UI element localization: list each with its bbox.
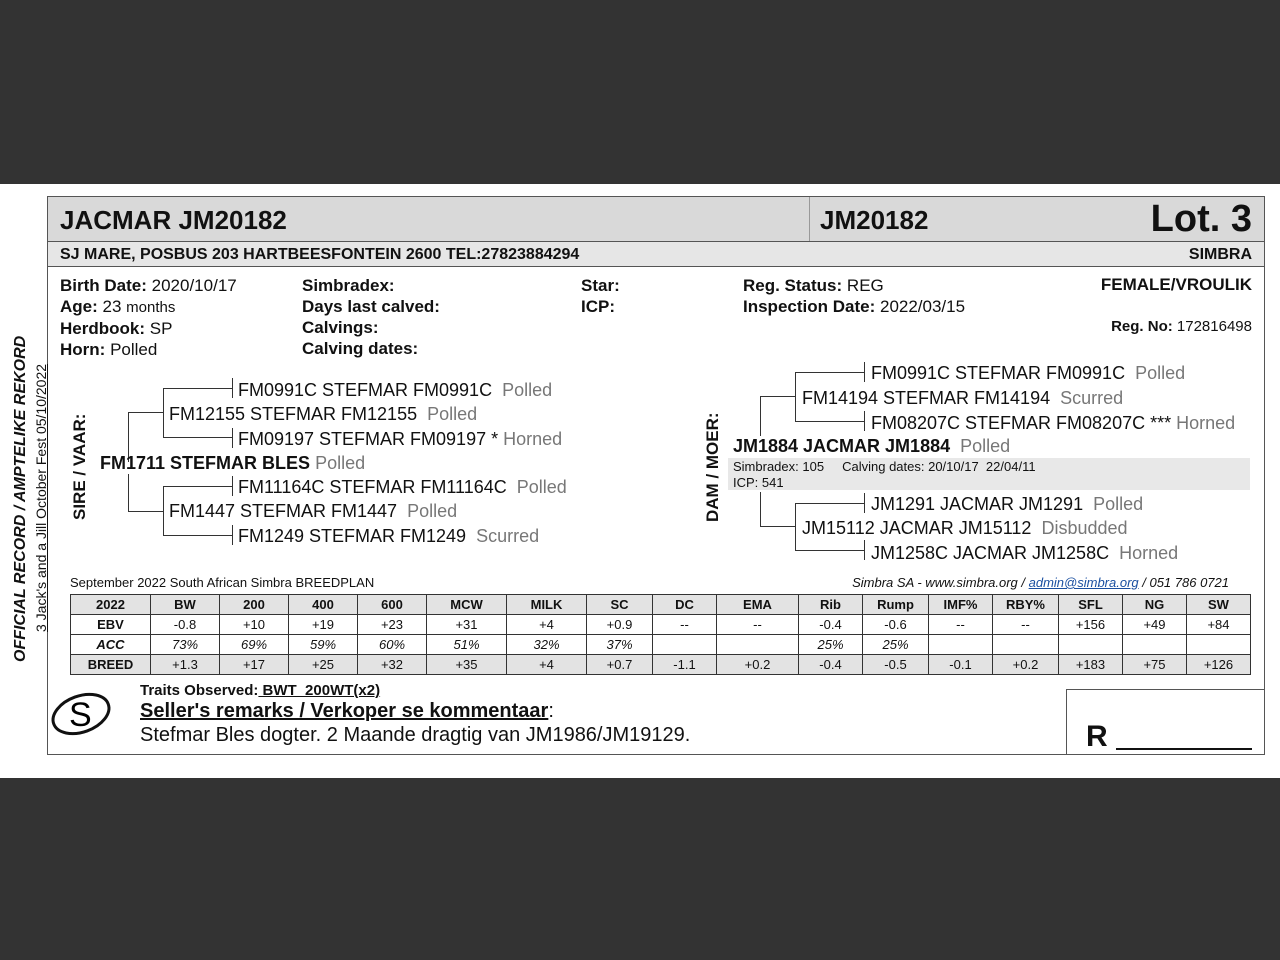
calvings-label: Calvings:	[302, 318, 379, 337]
dam-side-label: DAM / MOER:	[703, 412, 722, 522]
sire-ggd1-horn: Horned	[503, 429, 563, 449]
dam-ggs2-name: JM1291 JACMAR JM1291	[871, 494, 1084, 514]
value-cell: 37%	[587, 635, 653, 655]
value-cell: 25%	[799, 635, 863, 655]
value-cell: +183	[1059, 655, 1123, 675]
value-cell	[993, 635, 1059, 655]
value-cell	[929, 635, 993, 655]
dam-gd1-horn: Disbudded	[1041, 518, 1128, 538]
header-cell: IMF%	[929, 595, 993, 615]
header-cell: Rib	[799, 595, 863, 615]
value-cell	[1123, 635, 1187, 655]
sire-ggd1-name: FM09197 STEFMAR FM09197 *	[238, 429, 499, 449]
days-last-calved-label: Days last calved:	[302, 297, 440, 316]
sire-horn: Polled	[315, 453, 366, 473]
herdbook-label: Herdbook:	[60, 319, 145, 338]
reg-no-label: Reg. No:	[1111, 318, 1173, 335]
value-cell: +0.2	[717, 655, 799, 675]
seller-remarks-heading	[140, 700, 554, 723]
sire-gd1-horn: Polled	[407, 501, 458, 521]
value-cell: +1.3	[151, 655, 220, 675]
header-cell: 600	[358, 595, 427, 615]
price-box-top	[1066, 689, 1265, 690]
value-cell: +0.7	[587, 655, 653, 675]
value-cell: +156	[1059, 615, 1123, 635]
reg-no-value: 172816498	[1176, 318, 1252, 335]
dam-info-2: ICP: 541	[733, 475, 784, 490]
sire	[100, 453, 365, 474]
value-cell: -0.1	[929, 655, 993, 675]
value-cell: +4	[507, 615, 587, 635]
animal-name: JACMAR JM20182	[60, 205, 287, 235]
header-cell: SFL	[1059, 595, 1123, 615]
traits-value: BWT 200WT(x2)	[258, 682, 381, 699]
contact-email-link[interactable]: admin@simbra.org	[1028, 575, 1139, 590]
breedplan-header-row	[71, 595, 1251, 615]
breed: SIMBRA	[1188, 246, 1252, 263]
dam-ggd1-name: FM08207C STEFMAR FM08207C ***	[871, 413, 1172, 433]
price-label: R	[1086, 720, 1108, 753]
sire-gs1	[169, 404, 477, 425]
traits-label: Traits Observed:	[140, 682, 259, 699]
details-col-3	[581, 275, 620, 317]
age-value: 23	[102, 297, 122, 316]
inspection-value: 2022/03/15	[879, 297, 966, 316]
sire-gd1	[169, 501, 457, 522]
birth-label: Birth Date:	[60, 276, 147, 295]
value-cell: +126	[1187, 655, 1251, 675]
horn-value: Polled	[110, 340, 158, 359]
value-cell: +25	[289, 655, 358, 675]
header-cell: SW	[1187, 595, 1251, 615]
value-cell: -1.1	[653, 655, 717, 675]
breedplan-contact	[852, 575, 1229, 590]
inspection-label: Inspection Date:	[743, 297, 876, 316]
contact-suffix: / 051 786 0721	[1138, 575, 1229, 590]
header-cell: 200	[220, 595, 289, 615]
simbra-logo	[48, 684, 114, 744]
header-cell: BW	[151, 595, 220, 615]
reg-status-value: REG	[846, 276, 884, 295]
horn-label: Horn:	[60, 340, 106, 359]
value-cell: --	[993, 615, 1059, 635]
sire-ggs1-horn: Polled	[502, 380, 553, 400]
dam-gd1-name: JM15112 JACMAR JM15112	[802, 518, 1032, 538]
breed-row	[71, 655, 1251, 675]
dam-ggs2-horn: Polled	[1093, 494, 1144, 514]
value-cell: BREED	[71, 655, 151, 675]
dam-gd1	[802, 518, 1128, 539]
value-cell: -0.4	[799, 655, 863, 675]
dam-ggd1	[871, 413, 1235, 434]
breedplan-caption: September 2022 South African Simbra BREEDPLAN	[70, 575, 375, 590]
dam-ggs1	[871, 363, 1185, 384]
contact-prefix: Simbra SA - www.simbra.org /	[852, 575, 1029, 590]
details-col-4	[743, 275, 965, 317]
sire-ggs2-name: FM11164C STEFMAR FM11164C	[238, 477, 507, 497]
header-cell: 400	[289, 595, 358, 615]
header-cell: Rump	[863, 595, 929, 615]
header-cell: MCW	[427, 595, 507, 615]
value-cell: --	[717, 615, 799, 635]
herdbook-value: SP	[149, 319, 173, 338]
sire-side-label: SIRE / VAAR:	[70, 413, 89, 520]
value-cell: +4	[507, 655, 587, 675]
price-box-divider	[1066, 689, 1067, 755]
ebv-row	[71, 615, 1251, 635]
age-unit: months	[126, 299, 176, 316]
value-cell: 59%	[289, 635, 358, 655]
calving-dates-label: Calving dates:	[302, 339, 419, 358]
value-cell	[717, 635, 799, 655]
birth-value: 2020/10/17	[151, 276, 237, 295]
dam-ggs2	[871, 494, 1143, 515]
acc-row	[71, 635, 1251, 655]
seller-remarks-label: Seller's remarks / Verkoper se kommentaar	[140, 700, 549, 722]
dam-gs1	[802, 388, 1123, 409]
dam-ggd2	[871, 543, 1178, 564]
value-cell: +0.2	[993, 655, 1059, 675]
reg-status-label: Reg. Status:	[743, 276, 843, 295]
price-input-line[interactable]	[1116, 748, 1252, 750]
sire-gs1-name: FM12155 STEFMAR FM12155	[169, 404, 418, 424]
breedplan-table	[70, 594, 1251, 675]
dam-gs1-name: FM14194 STEFMAR FM14194	[802, 388, 1051, 408]
value-cell: --	[929, 615, 993, 635]
value-cell: +32	[358, 655, 427, 675]
dam-ggd2-horn: Horned	[1119, 543, 1179, 563]
traits-observed	[140, 682, 380, 699]
event-label: 3 Jack's and a Jill October Fest 05/10/2022	[33, 363, 49, 632]
value-cell: +0.9	[587, 615, 653, 635]
sire-ggs1	[238, 380, 552, 401]
value-cell: +31	[427, 615, 507, 635]
sire-ggd1	[238, 429, 562, 450]
sire-ggs2	[238, 477, 567, 498]
sire-name: FM1711 STEFMAR BLES	[100, 453, 311, 473]
header-cell: RBY%	[993, 595, 1059, 615]
value-cell: 60%	[358, 635, 427, 655]
sire-ggd2-horn: Scurred	[476, 526, 540, 546]
sire-ggd2-name: FM1249 STEFMAR FM1249	[238, 526, 467, 546]
value-cell	[1059, 635, 1123, 655]
dam-info-1: Simbradex: 105 Calving dates: 20/10/17 22/04/11	[733, 459, 1036, 474]
age-label: Age:	[60, 297, 98, 316]
value-cell: 73%	[151, 635, 220, 655]
dam-ggd2-name: JM1258C JACMAR JM1258C	[871, 543, 1110, 563]
sire-ggs2-horn: Polled	[516, 477, 567, 497]
value-cell: +49	[1123, 615, 1187, 635]
logo-letter: S	[69, 696, 92, 734]
animal-id: JM20182	[820, 205, 929, 235]
value-cell: +17	[220, 655, 289, 675]
header-cell: NG	[1123, 595, 1187, 615]
seller-remarks-text: Stefmar Bles dogter. 2 Maande dragtig van JM1986/JM19129.	[140, 724, 691, 746]
sire-ggd2	[238, 526, 539, 547]
simbradex-label: Simbradex:	[302, 276, 395, 295]
sire-gs1-horn: Polled	[427, 404, 478, 424]
value-cell: +23	[358, 615, 427, 635]
seller-remarks-colon: :	[548, 700, 554, 722]
value-cell: 69%	[220, 635, 289, 655]
dam	[733, 436, 1010, 457]
sire-gd1-name: FM1447 STEFMAR FM1447	[169, 501, 398, 521]
value-cell: +75	[1123, 655, 1187, 675]
star-label: Star:	[581, 276, 620, 295]
dam-horn: Polled	[960, 436, 1011, 456]
value-cell: 32%	[507, 635, 587, 655]
value-cell: +35	[427, 655, 507, 675]
details-col-1	[60, 275, 237, 360]
sex: FEMALE/VROULIK	[1100, 275, 1252, 294]
icp-label: ICP:	[581, 297, 615, 316]
reg-no	[1111, 318, 1252, 335]
sire-ggs1-name: FM0991C STEFMAR FM0991C	[238, 380, 493, 400]
value-cell: -0.8	[151, 615, 220, 635]
dam-ggs1-horn: Polled	[1135, 363, 1186, 383]
value-cell: --	[653, 615, 717, 635]
dam-ggs1-name: FM0991C STEFMAR FM0991C	[871, 363, 1126, 383]
value-cell: EBV	[71, 615, 151, 635]
header-cell: MILK	[507, 595, 587, 615]
value-cell: -0.6	[863, 615, 929, 635]
value-cell: +19	[289, 615, 358, 635]
details-col-2	[302, 275, 440, 359]
value-cell: 25%	[863, 635, 929, 655]
header-cell: SC	[587, 595, 653, 615]
breeder-address: SJ MARE, POSBUS 203 HARTBEESFONTEIN 2600 TEL:27823884294	[60, 246, 580, 263]
value-cell: 51%	[427, 635, 507, 655]
lot-number: Lot. 3	[1150, 198, 1252, 240]
value-cell: +84	[1187, 615, 1251, 635]
header-cell: DC	[653, 595, 717, 615]
header-cell: EMA	[717, 595, 799, 615]
official-record-label: OFFICIAL RECORD / AMPTELIKE REKORD	[12, 335, 29, 662]
value-cell	[1187, 635, 1251, 655]
value-cell: ACC	[71, 635, 151, 655]
value-cell: -0.4	[799, 615, 863, 635]
dam-ggd1-horn: Horned	[1176, 413, 1236, 433]
value-cell: +10	[220, 615, 289, 635]
value-cell	[653, 635, 717, 655]
header-cell: 2022	[71, 595, 151, 615]
dam-gs1-horn: Scurred	[1060, 388, 1124, 408]
dam-name: JM1884 JACMAR JM1884	[733, 436, 951, 456]
value-cell: -0.5	[863, 655, 929, 675]
